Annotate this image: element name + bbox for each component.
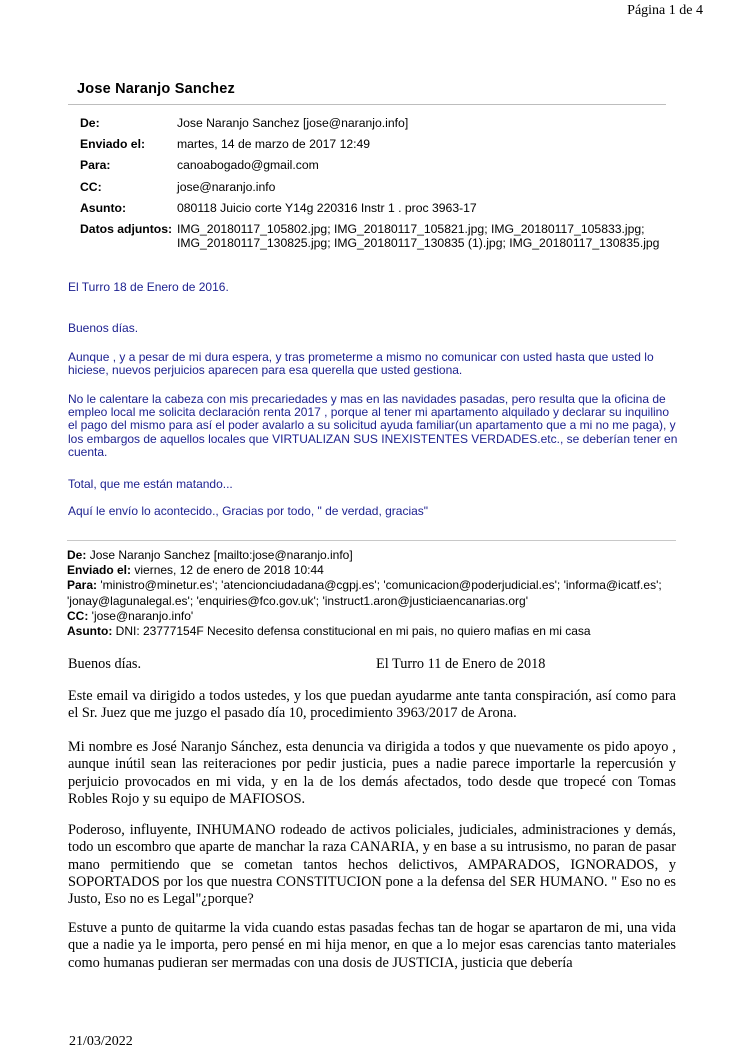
letter-greeting: Buenos días. bbox=[68, 656, 142, 672]
header-label: Datos adjuntos: bbox=[80, 221, 173, 236]
fwd-subject: Asunto: DNI: 23777154F Necesito defensa constitucional en mi pais, no quiero mafias en mi casa bbox=[67, 624, 591, 639]
header-row-cc bbox=[80, 180, 670, 194]
fwd-from: De: Jose Naranjo Sanchez [mailto:jose@naranjo.info] bbox=[67, 548, 353, 562]
header-divider bbox=[68, 104, 666, 105]
fwd-cc: CC: 'jose@naranjo.info' bbox=[67, 608, 194, 623]
header-value: Jose Naranjo Sanchez [jose@naranjo.info] bbox=[177, 116, 409, 130]
footer-date: 21/03/2022 bbox=[69, 1034, 133, 1049]
body-paragraph-3: Total, que me están matando... bbox=[68, 477, 233, 491]
sender-name: Jose Naranjo Sanchez bbox=[77, 81, 235, 97]
header-row-sent bbox=[80, 137, 670, 151]
letter-paragraph-2: Mi nombre es José Naranjo Sánchez, esta denuncia va dirigida a todos y que nuevamente os pido apoyo , aunque inútil sean las reiteraciones por pedir justicia, pues a nadie parece importarle la repercusión y perjuicio provocados en mi vida, y en la de los demás afectados, todo desde que tropecé con Tomas Robles Rojo y su equipo de MAFIOSOS. bbox=[68, 739, 676, 807]
header-label: De: bbox=[80, 116, 100, 130]
header-row-to bbox=[80, 158, 670, 172]
forward-divider bbox=[67, 540, 676, 541]
header-value: canoabogado@gmail.com bbox=[177, 158, 319, 173]
fwd-to: Para: 'ministro@minetur.es'; 'atencionciudadana@cgpj.es'; 'comunicacion@poderjudicial.es'; 'informa@icatf.es'; 'jonay@lagunalegal.es'; 'enquiries@fco.gov.uk'; 'instruct1.aron@justiciaencanarias.org' bbox=[67, 578, 662, 608]
header-label: Para: bbox=[80, 158, 111, 173]
page-number: Página 1 de 4 bbox=[627, 3, 703, 18]
header-value: jose@naranjo.info bbox=[177, 179, 276, 194]
body-place-date: El Turro 18 de Enero de 2016. bbox=[68, 280, 229, 294]
letter-paragraph-4: Estuve a punto de quitarme la vida cuando estas pasadas fechas tan de hogar se apartaron de mi, una vida que a nadie ya le importa, pero pensé en mi hija menor, en que a lo mejor esas carencias tanto materiales como humanas pudieran ser mermadas con una dosis de JUSTICIA, justicia que debería bbox=[68, 920, 676, 971]
header-label: Enviado el: bbox=[80, 137, 146, 152]
header-value: 080118 Juicio corte Y14g 220316 Instr 1 . proc 3963-17 bbox=[177, 200, 477, 215]
header-row-from bbox=[80, 116, 670, 130]
header-row-subject bbox=[80, 201, 670, 215]
body-greeting: Buenos días. bbox=[68, 321, 139, 335]
header-value: martes, 14 de marzo de 2017 12:49 bbox=[177, 137, 371, 152]
letter-place-date: El Turro 11 de Enero de 2018 bbox=[376, 656, 546, 672]
letter-paragraph-3: Poderoso, influyente, INHUMANO rodeado de activos policiales, judiciales, administraciones y demás, todo un escombro que aparte de manchar la raza CANARIA, y en base a su intrusismo, no paran de pasar mano permitiendo que se cometan tantos hechos delictivos, AMPARADOS, IGNORADOS, y SOPORTADOS por los que nuestra CONSTITUCION pone a la defensa del SER HUMANO. " Eso no es Justo, Eso no es Legal"¿porque? bbox=[68, 822, 676, 908]
header-label: Asunto: bbox=[80, 200, 127, 215]
letter-greeting-row bbox=[68, 656, 678, 673]
header-row-attachments bbox=[80, 222, 670, 250]
email-header bbox=[80, 116, 670, 257]
fwd-sent: Enviado el: viernes, 12 de enero de 2018 10:44 bbox=[67, 563, 324, 578]
forwarded-header bbox=[67, 548, 682, 639]
header-label: CC: bbox=[80, 179, 102, 194]
body-paragraph-2: No le calentare la cabeza con mis precariedades y mas en las navidades pasadas, pero resulta que la oficina de empleo local me solicita declaración renta 2017 , porque al tener mi apartamento alquilado y declarar su inquilino el pago del mismo para así el poder avalarlo a su solicitud ayuda familiar(un apartamento que a mi no me paga), y los embargos de aquellos locales que VIRTUALIZAN SUS INEXISTENTES VERDADES.etc., se deberían tener en cuenta. bbox=[68, 392, 678, 459]
body-paragraph-1: Aunque , y a pesar de mi dura espera, y tras prometerme a mismo no comunicar con usted hasta que usted lo hiciese, nuevos perjuicios aparecen para esa querella que usted gestiona. bbox=[68, 350, 654, 378]
body-paragraph-4: Aquí le envío lo acontecido., Gracias por todo, " de verdad, gracias" bbox=[68, 504, 429, 518]
letter-paragraph-1: Este email va dirigido a todos ustedes, y los que puedan ayudarme ante tanta conspiración, así como para el Sr. Juez que me juzgo el pasado día 10, procedimiento 3963/2017 de Arona. bbox=[68, 688, 676, 722]
attachments-list: IMG_20180117_105802.jpg; IMG_20180117_105821.jpg; IMG_20180117_105833.jpg; IMG_20180117_130825.jpg; IMG_20180117_130835 (1).jpg; IMG_20180117_130835.jpg bbox=[177, 221, 660, 250]
